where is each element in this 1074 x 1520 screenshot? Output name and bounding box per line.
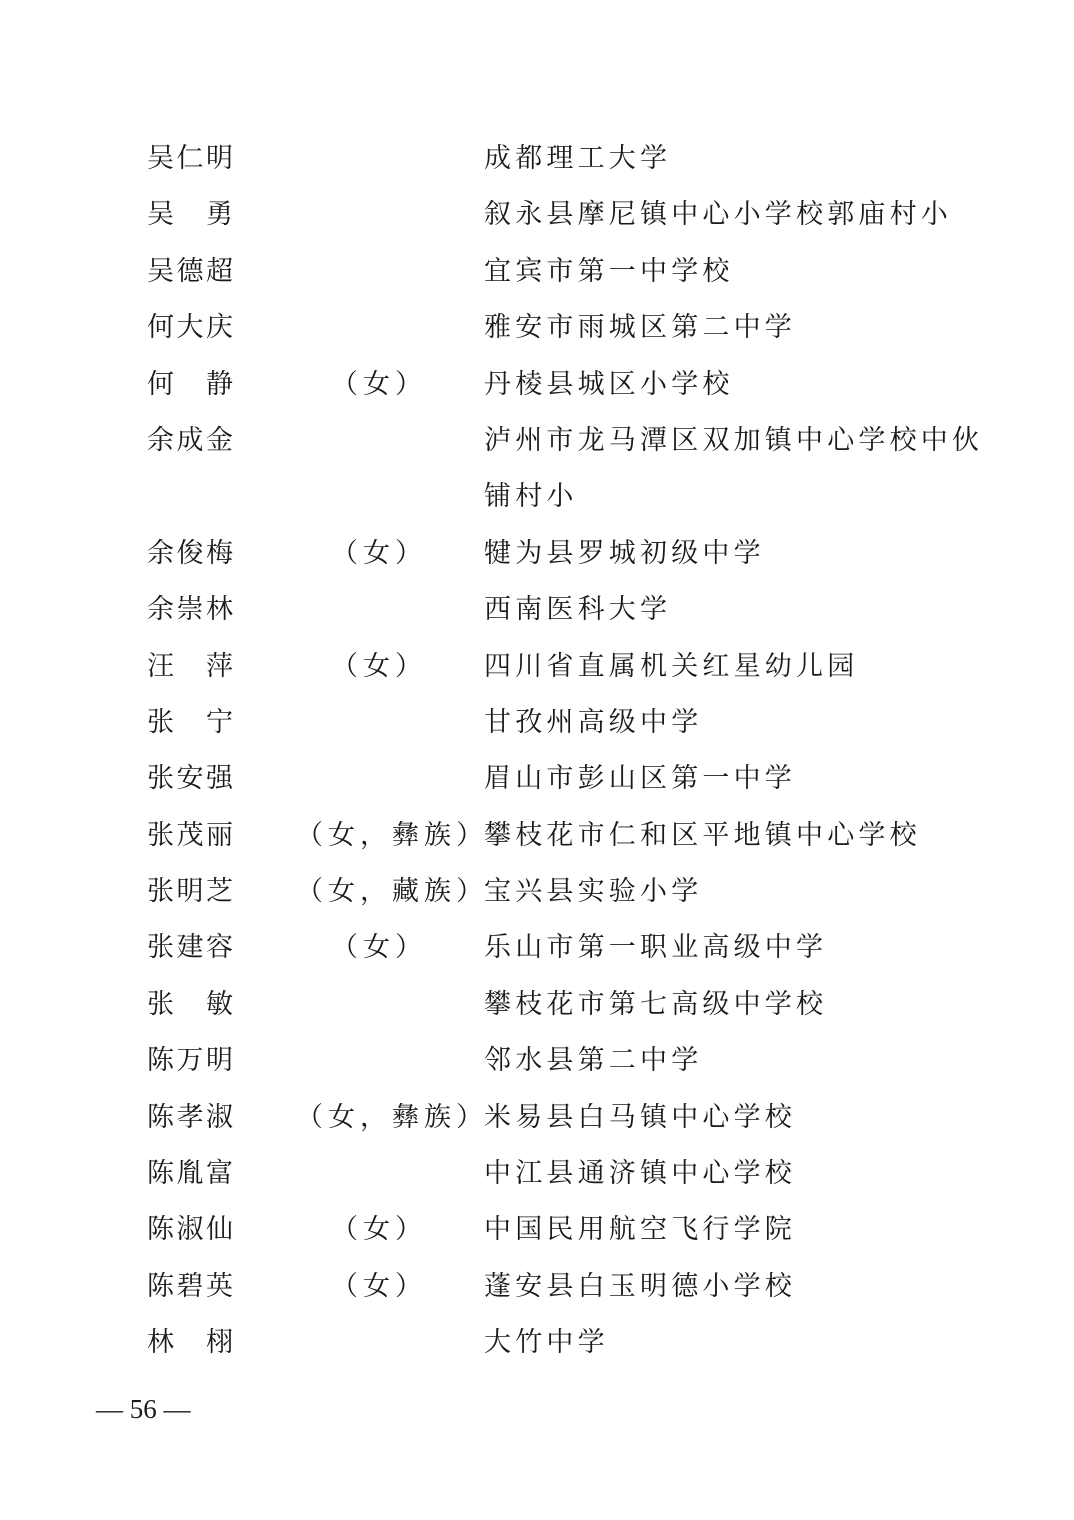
person-name (147, 977, 233, 1033)
name-char: 明 (206, 1045, 233, 1077)
list-item (0, 357, 1074, 413)
person-name (147, 639, 233, 695)
person-organization: 雅安市雨城区第二中学 (484, 312, 796, 344)
name-char: 汪 (147, 650, 174, 682)
name-char: 容 (206, 932, 233, 964)
person-name (147, 187, 233, 243)
list-item-continuation (0, 469, 1074, 525)
person-organization: 铺村小 (484, 481, 578, 513)
list-item (0, 131, 1074, 187)
person-note: （女） (331, 1214, 427, 1246)
person-organization: 成都理工大学 (484, 143, 672, 174)
name-char: 丽 (206, 819, 233, 851)
name-char: 明 (176, 876, 204, 908)
person-name (147, 1033, 233, 1089)
person-name (147, 582, 233, 638)
person-name (147, 695, 233, 751)
person-organization: 泸州市龙马潭区双加镇中心学校中伙 (484, 424, 984, 456)
page-number: — 56 — (96, 1394, 191, 1424)
person-note: （女） (331, 537, 427, 569)
name-char: 陈 (147, 1158, 174, 1190)
name-char: 强 (206, 763, 233, 795)
person-note: （女，藏族） (296, 876, 488, 908)
person-organization: 大竹中学 (484, 1327, 609, 1359)
list-item (0, 187, 1074, 243)
list-item (0, 977, 1074, 1033)
name-char: 陈 (147, 1270, 174, 1302)
person-organization: 宜宾市第一中学校 (484, 255, 734, 287)
name-char: 萍 (206, 650, 233, 682)
name-char: 芝 (206, 876, 233, 908)
name-list (0, 131, 1074, 1372)
name-char: 张 (147, 988, 174, 1020)
name-char: 敏 (206, 988, 233, 1020)
name-char: 安 (176, 763, 204, 795)
name-char: 林 (206, 594, 233, 626)
person-name (147, 864, 233, 920)
list-item (0, 582, 1074, 638)
name-char: 胤 (176, 1158, 204, 1190)
list-item (0, 1315, 1074, 1371)
name-char: 张 (147, 706, 174, 738)
person-organization: 犍为县罗城初级中学 (484, 537, 765, 569)
list-item (0, 526, 1074, 582)
person-note: （女，彝族） (296, 1101, 488, 1133)
name-char: 张 (147, 819, 174, 851)
person-organization: 四川省直属机关红星幼儿园 (484, 650, 859, 682)
list-item (0, 1202, 1074, 1258)
name-char: 何 (147, 368, 174, 400)
name-char: 陈 (147, 1214, 174, 1246)
person-name (147, 1202, 233, 1258)
person-organization: 宝兴县实验小学 (484, 876, 703, 908)
list-item (0, 1259, 1074, 1315)
person-name (147, 300, 233, 356)
name-char: 明 (206, 143, 233, 174)
person-note: （女） (331, 932, 427, 964)
person-organization: 乐山市第一职业高级中学 (484, 932, 828, 964)
person-name (147, 808, 233, 864)
name-char: 孝 (176, 1101, 204, 1133)
name-char: 余 (147, 594, 174, 626)
person-organization: 攀枝花市仁和区平地镇中心学校 (484, 819, 921, 851)
person-name (147, 920, 233, 976)
list-item (0, 920, 1074, 976)
name-char: 茂 (176, 819, 204, 851)
person-name (147, 131, 233, 187)
name-char: 大 (176, 312, 204, 344)
list-item (0, 413, 1074, 469)
person-organization: 眉山市彭山区第一中学 (484, 763, 796, 795)
person-organization: 中国民用航空飞行学院 (484, 1214, 796, 1246)
name-char: 吴 (147, 255, 174, 287)
person-name (147, 244, 233, 300)
person-name (147, 1315, 233, 1371)
person-note: （女） (331, 650, 427, 682)
name-char: 金 (206, 424, 233, 456)
name-char: 富 (206, 1158, 233, 1190)
list-item (0, 1146, 1074, 1202)
list-item (0, 1090, 1074, 1146)
person-name (147, 413, 233, 469)
name-char: 德 (176, 255, 204, 287)
name-char: 静 (206, 368, 233, 400)
list-item (0, 244, 1074, 300)
name-char: 梅 (206, 537, 233, 569)
person-organization: 米易县白马镇中心学校 (484, 1101, 796, 1133)
name-char: 张 (147, 763, 174, 795)
name-char: 俊 (176, 537, 204, 569)
name-char: 仁 (176, 143, 204, 174)
name-char: 栩 (206, 1327, 233, 1359)
list-item (0, 695, 1074, 751)
name-char: 陈 (147, 1045, 174, 1077)
name-char: 张 (147, 876, 174, 908)
person-organization: 中江县通济镇中心学校 (484, 1158, 796, 1190)
person-name (147, 526, 233, 582)
person-note: （女） (331, 1270, 427, 1302)
name-char: 建 (176, 932, 204, 964)
name-char: 吴 (147, 143, 174, 174)
name-char: 何 (147, 312, 174, 344)
name-char: 淑 (206, 1101, 233, 1133)
name-char: 余 (147, 424, 174, 456)
person-organization: 甘孜州高级中学 (484, 706, 703, 738)
list-item (0, 864, 1074, 920)
list-item (0, 1033, 1074, 1089)
list-item (0, 300, 1074, 356)
person-organization: 丹棱县城区小学校 (484, 368, 734, 400)
name-char: 庆 (206, 312, 233, 344)
list-item (0, 639, 1074, 695)
name-char: 陈 (147, 1101, 174, 1133)
name-char: 碧 (176, 1270, 204, 1302)
name-char: 张 (147, 932, 174, 964)
name-char: 宁 (206, 706, 233, 738)
person-note: （女，彝族） (296, 819, 488, 851)
name-char: 万 (176, 1045, 204, 1077)
name-char: 余 (147, 537, 174, 569)
list-item (0, 751, 1074, 807)
person-organization: 攀枝花市第七高级中学校 (484, 988, 828, 1020)
person-note: （女） (331, 368, 427, 400)
person-name (147, 357, 233, 413)
name-char: 仙 (206, 1214, 233, 1246)
name-char: 成 (176, 424, 204, 456)
name-char: 英 (206, 1270, 233, 1302)
list-item (0, 808, 1074, 864)
name-char: 勇 (206, 199, 233, 231)
person-name (147, 1090, 233, 1146)
person-name (147, 1146, 233, 1202)
person-name (147, 751, 233, 807)
person-organization: 叙永县摩尼镇中心小学校郭庙村小 (484, 199, 952, 231)
name-char: 崇 (176, 594, 204, 626)
name-char: 吴 (147, 199, 174, 231)
name-char: 淑 (176, 1214, 204, 1246)
person-organization: 西南医科大学 (484, 594, 672, 626)
person-organization: 邻水县第二中学 (484, 1045, 703, 1077)
name-char: 林 (147, 1327, 174, 1359)
name-char: 超 (206, 255, 233, 287)
person-name (147, 1259, 233, 1315)
person-organization: 蓬安县白玉明德小学校 (484, 1270, 796, 1302)
